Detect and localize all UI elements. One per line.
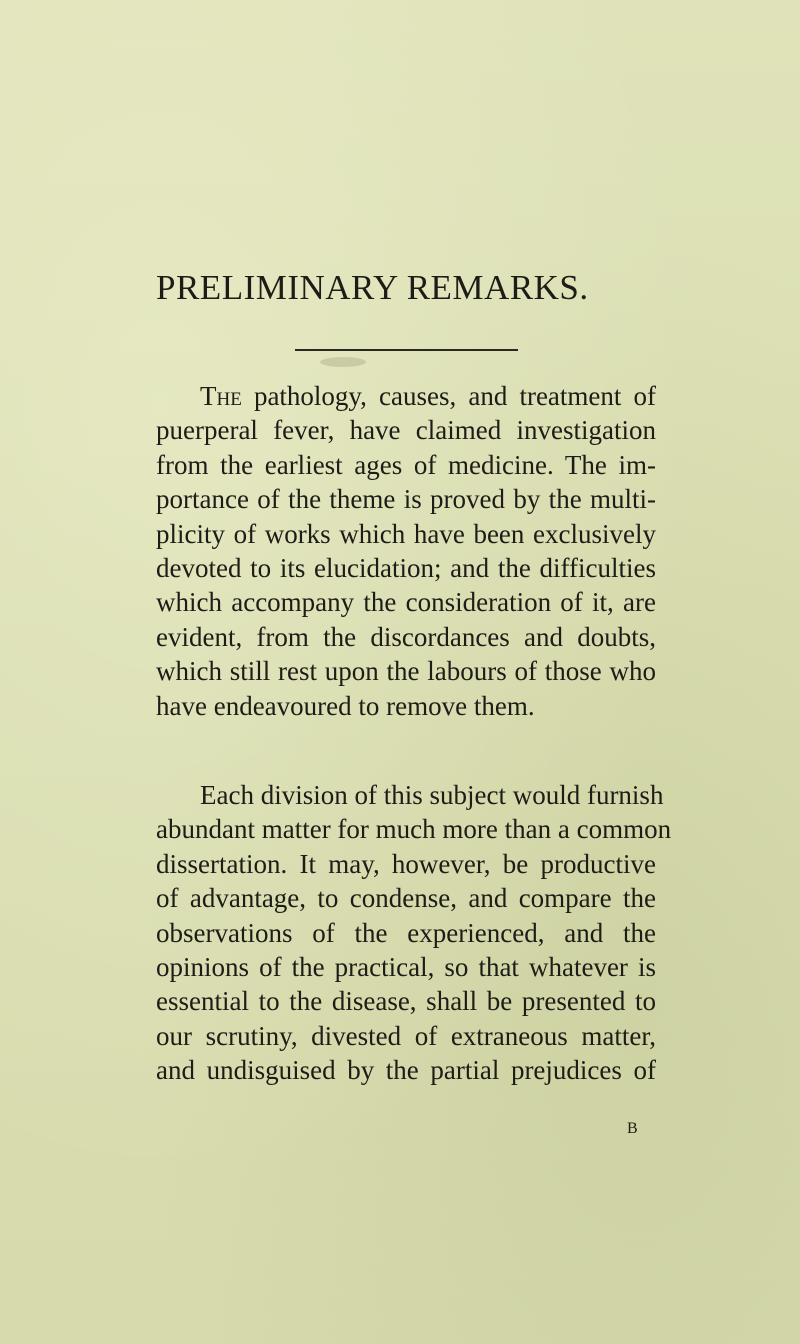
ink-smudge [320, 357, 366, 367]
paragraph-line: evident, from the discordances and doubts, [156, 621, 656, 652]
signature-mark: B [627, 1120, 638, 1137]
paragraph-line: have endeavoured to remove them. [156, 690, 535, 721]
heading-rule [295, 349, 518, 351]
page-heading: PRELIMINARY REMARKS. [156, 268, 589, 307]
paragraph-line: Each division of this subject would furnish [200, 780, 664, 810]
paragraph-line: dissertation. It may, however, be productive [156, 848, 656, 879]
paragraph-line: The pathology, causes, and treatment of [200, 381, 656, 411]
paragraph-line: essential to the disease, shall be presented to [156, 986, 656, 1017]
paragraph-line: puerperal fever, have claimed investigation [156, 415, 656, 446]
paragraph-line: portance of the theme is proved by the multi- [156, 484, 656, 515]
paragraph-line: abundant matter for much more than a common [156, 814, 672, 845]
paragraph-line: which still rest upon the labours of those who [156, 656, 656, 687]
paragraph-line: and undisguised by the partial prejudices of [156, 1055, 656, 1086]
paragraph-line: of advantage, to condense, and compare the [156, 883, 656, 914]
paragraph-line: devoted to its elucidation; and the difficulties [156, 553, 656, 584]
paragraph-line: which accompany the consideration of it, are [156, 587, 656, 618]
paragraph-line: opinions of the practical, so that whatever is [156, 952, 656, 983]
paragraph-line: observations of the experienced, and the [156, 917, 656, 948]
lead-word: The [200, 381, 242, 411]
paragraph-line: plicity of works which have been exclusively [156, 518, 656, 549]
paragraph-2 [156, 778, 672, 1088]
paragraph-line: from the earliest ages of medicine. The im- [156, 449, 656, 480]
paragraph-1 [156, 379, 656, 723]
paragraph-line: our scrutiny, divested of extraneous matter, [156, 1020, 656, 1051]
